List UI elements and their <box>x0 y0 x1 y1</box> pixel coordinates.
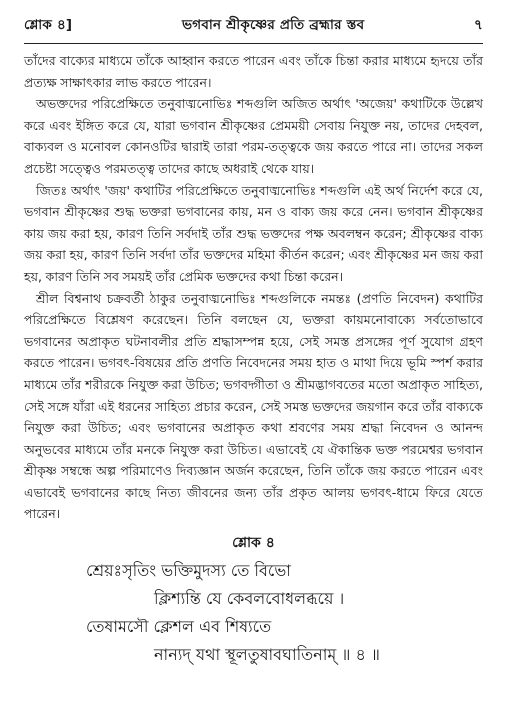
paragraph-2: অভক্তদের পরিপ্রেক্ষিতে তনুবাঙ্মনোভিঃ শব্দগুলি অজিত অর্থাৎ 'অজেয়' কথাটিকে উল্লেখ করে এবং ইঙ্গিত করে যে, যারা ভগবান শ্রীকৃষ্ণের প্রেমময়ী সেবায় নিযুক্ত নয়, তাদের দেহবল, বাক্যবল ও মনোবল কোনওটির দ্বারাই তারা পরম-তত্ত্বকে জয় করতে পারে না। তাদের সকল প্রচেষ্টা সত্ত্বেও পরমতত্ত্ব তাদের কাছে অধরাই থেকে যায়। <box>24 96 483 176</box>
verse-title: শ্লোক ৪ <box>232 535 275 552</box>
paragraph-4: শ্রীল বিশ্বনাথ চক্রবর্তী ঠাকুর তনুবাঙ্মনোভিঃ শব্দগুলিকে নমন্তঃ (প্রণতি নিবেদন) কথাটির পরিপ্রেক্ষিতে বিশ্লেষণ করেছেন। তিনি বলছেন যে, ভক্তরা কায়মনোবাক্যে সর্বতোভাবে ভগবানের অপ্রাকৃত ঘটনাবলীর প্রতি শ্রদ্ধাসম্পন্ন হয়ে, সেই সমস্ত প্রসঙ্গের পূর্ণ সুযোগ গ্রহণ করতে পারেন। ভগবৎ-বিষয়ের প্রতি প্রণতি নিবেদনের সময় হাত ও মাথা দিয়ে ভূমি স্পর্শ করার মাধ্যমে তাঁর শরীরকে নিযুক্ত করা উচিত; ভগবদ্গীতা ও শ্রীমদ্ভাগবতের মতো অপ্রাকৃত সাহিত্য, সেই সঙ্গে যাঁরা এই ধরনের সাহিত্য প্রচার করেন, সেই সমস্ত ভক্তদের জয়গান করে তাঁর বাক্যকে নিযুক্ত করা উচিত; এবং ভগবানের অপ্রাকৃত কথা শ্রবণের সময় শ্রদ্ধা নিবেদন ও আনন্দ অনুভবের মাধ্যমে তাঁর মনকে নিযুক্ত করা উচিত। এভাবেই যে ঐকান্তিক ভক্ত পরমেশ্বর ভগবান শ্রীকৃষ্ণ সম্বন্ধে অল্প পরিমাণেও দিব্যজ্ঞান অর্জন করেছেন, তিনি তাঁকে জয় করতে পারেন এবং এভাবেই ভগবানের কাছে নিত্য জীবনের জন্য তাঁর প্রকৃত আলয় ভগবৎ-ধামে ফিরে যেতে পারেন। <box>24 290 483 522</box>
verse-block <box>24 531 483 669</box>
paragraph-1: তাঁদের বাক্যের মাধ্যমে তাঁকে আহ্বান করতে পারেন এবং তাঁকে চিন্তা করার মাধ্যমে হৃদয়ে তাঁর প্রত্যক্ষ সাক্ষাৎকার লাভ করতে পারেন। <box>24 53 483 90</box>
verse-reference: শ্লোক ৪] <box>24 17 73 33</box>
paragraph-3: জিতঃ অর্থাৎ 'জয়' কথাটির পরিপ্রেক্ষিতে তনুবাঙ্মনোভিঃ শব্দগুলি এই অর্থ নির্দেশ করে যে, ভগবান শ্রীকৃষ্ণের শুদ্ধ ভক্তরা ভগবানের কায়, মন ও বাক্য জয় করে নেন। ভগবান শ্রীকৃষ্ণের কায় জয় করা হয়, কারণ তিনি সর্বদাই তাঁর শুদ্ধ ভক্তদের পক্ষ অবলম্বন করেন; শ্রীকৃষ্ণের বাক্য জয় করা হয়, কারণ তিনি সর্বদা তাঁর ভক্তদের মহিমা কীর্তন করেন; এবং শ্রীকৃষ্ণের মন জয় করা হয়, কারণ তিনি সব সময়ই তাঁর প্রেমিক ভক্তদের কথা চিন্তা করেন। <box>24 182 483 284</box>
purport-text <box>24 50 483 525</box>
verse-line-2: ক্লিশ্যন্তি যে কেবলবোধলব্ধয়ে । <box>154 589 345 609</box>
chapter-title: ভগবান শ্রীকৃষ্ণের প্রতি ব্রহ্মার স্তব <box>182 17 365 33</box>
verse-line-1: শ্রেয়ঃসৃতিং ভক্তিমুদস্য তে বিভো <box>86 561 291 581</box>
running-head <box>24 0 483 37</box>
verse-line-4: নান্যদ্ যথা স্থূলতুষাবঘাতিনাম্ ॥ ৪ ॥ <box>154 645 380 665</box>
page-number: ৭ <box>474 17 483 33</box>
verse-line-3: তেষামসৌ ক্লেশল এব শিষ্যতে <box>86 617 272 637</box>
header-rule <box>24 43 483 44</box>
